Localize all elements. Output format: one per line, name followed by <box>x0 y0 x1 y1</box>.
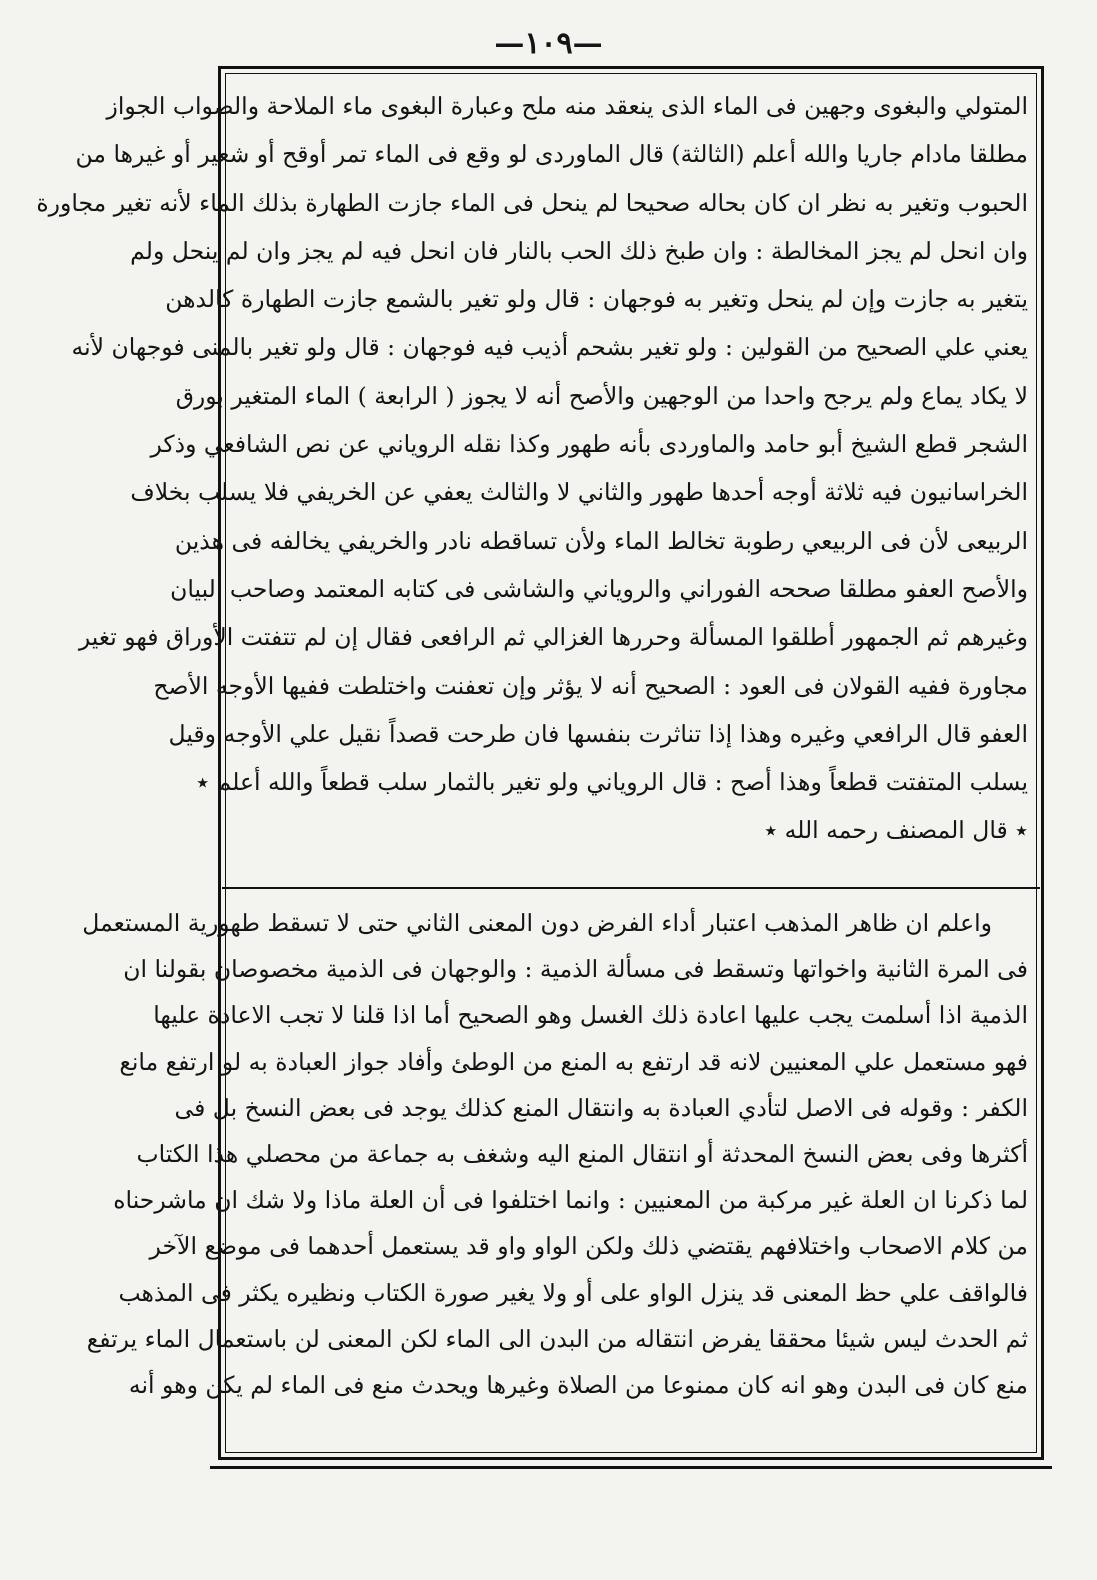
commentary-line: مجاورة ففيه القولان فى العود : الصحيح أنه لا يؤثر وإن تعفنت واختلطت ففيها الأوجه الأصح <box>153 671 1028 700</box>
commentary-line: الخراسانيون فيه ثلاثة أوجه أحدها طهور والثاني لا والثالث يعفي عن الخريفي فلا يسلب بخلاف <box>130 478 1028 507</box>
section-heading-line: ٭ قال المصنف رحمه الله ٭ <box>764 816 1028 845</box>
commentary-line: يتغير به جازت وإن لم ينحل وتغير به فوجهان : قال ولو تغير بالشمع جازت الطهارة كالدهن <box>165 285 1028 314</box>
page-number: —١٠٩— <box>494 26 603 61</box>
sharh-line: الكفر : وقوله فى الاصل لتأدي العبادة به وانتقال المنع كذلك يوجد فى بعض النسخ بل فى <box>174 1093 1028 1122</box>
commentary-section <box>36 82 1028 882</box>
commentary-line: الحبوب وتغير به نظر ان كان بحاله صحيحا لم ينحل فى الماء جازت الطهارة بذلك الماء لأنه تغير مجاورة <box>36 188 1028 217</box>
section-divider <box>222 887 1040 889</box>
commentary-line: يعني علي الصحيح من القولين : ولو تغير بشحم أذيب فيه فوجهان : قال ولو تغير بالمنى فوجهان لأنه <box>71 333 1028 362</box>
sharh-line: واعلم ان ظاهر المذهب اعتبار أداء الفرض دون المعنى الثاني حتى لا تسقط طهورية المستعمل <box>82 909 992 937</box>
commentary-line: يسلب المتفتت قطعاً وهذا أصح : قال الروياني ولو تغير بالثمار سلب قطعاً والله أعلم ٭ <box>196 768 1028 797</box>
sharh-line: فهو مستعمل علي المعنيين لانه قد ارتفع به المنع من الوطئ وأفاد جواز العبادة به لو ارتفع مانع <box>119 1047 1028 1076</box>
commentary-line: وان انحل لم يجز المخالطة : وان طبخ ذلك الحب بالنار فان انحل فيه لم يجز وان لم ينحل ولم <box>130 236 1028 265</box>
commentary-line: الشجر قطع الشيخ أبو حامد والماوردى بأنه طهور وكذا نقله الروياني عن نص الشافعي وذكر <box>150 430 1028 459</box>
sharh-line: لما ذكرنا ان العلة غير مركبة من المعنيين : وانما اختلفوا فى أن العلة ماذا ولا شك ان ماشرحناه <box>113 1186 1028 1215</box>
sharh-line: فى المرة الثانية واخواتها وتسقط فى مسألة الذمية : والوجهان فى الذمية مخصوصان بقولنا ان <box>123 955 1028 984</box>
commentary-line: مطلقا مادام جاريا والله أعلم (الثالثة) قال الماوردى لو وقع فى الماء تمر أوقح أو شعير أو غيرها من <box>75 140 1028 169</box>
commentary-line: وغيرهم ثم الجمهور أطلقوا المسألة وحررها الغزالي ثم الرافعى فقال إن لم تتفتت الأوراق فهو تغير <box>78 623 1028 652</box>
sharh-line: ثم الحدث ليس شيئا محققا يفرض انتقاله من البدن الى الماء لكن المعنى لن باستعمال الماء يرتفع <box>86 1324 1028 1353</box>
sharh-section <box>82 900 1028 1455</box>
commentary-line: الربيعى لأن فى الربيعي رطوبة تخالط الماء ولأن تساقطه نادر والخريفي يخالفه فى هذين <box>174 526 1028 555</box>
commentary-line: العفو قال الرافعي وغيره وهذا إذا تناثرت بنفسها فان طرحت قصداً نقيل علي الأوجه وقيل <box>168 719 1028 748</box>
commentary-line: لا يكاد يماع ولم يرجح واحدا من الوجهين والأصح أنه لا يجوز ( الرابعة ) الماء المتغير بورق <box>175 381 1028 410</box>
commentary-line: المتولي والبغوى وجهين فى الماء الذى ينعقد منه ملح وعبارة البغوى ماء الملاحة والصواب الجواز <box>106 92 1028 120</box>
sharh-line: الذمية اذا أسلمت يجب عليها اعادة ذلك الغسل وهو الصحيح أما اذا قلنا لا تجب الاعادة عليها <box>153 1001 1028 1030</box>
sharh-line: أكثرها وفى بعض النسخ المحدثة أو انتقال المنع اليه وشغف به جماعة من محصلي هذا الكتاب <box>136 1139 1028 1168</box>
bottom-rule <box>210 1466 1052 1469</box>
commentary-line: والأصح العفو مطلقا صححه الفوراني والروياني والشاشى فى كتابه المعتمد وصاحب البيان <box>170 574 1028 603</box>
sharh-line: منع كان فى البدن وهو انه كان ممنوعا من الصلاة وغيرها ويحدث منع فى الماء لم يكن وهو أنه <box>128 1370 1028 1399</box>
sharh-line: فالواقف علي حظ المعنى قد ينزل الواو على أو ولا يغير صورة الكتاب ونظيره يكثر فى المذهب <box>118 1278 1028 1307</box>
sharh-line: من كلام الاصحاب واختلافهم يقتضي ذلك ولكن الواو واو قد يستعمل أحدهما فى موضع الآخر <box>149 1232 1028 1261</box>
